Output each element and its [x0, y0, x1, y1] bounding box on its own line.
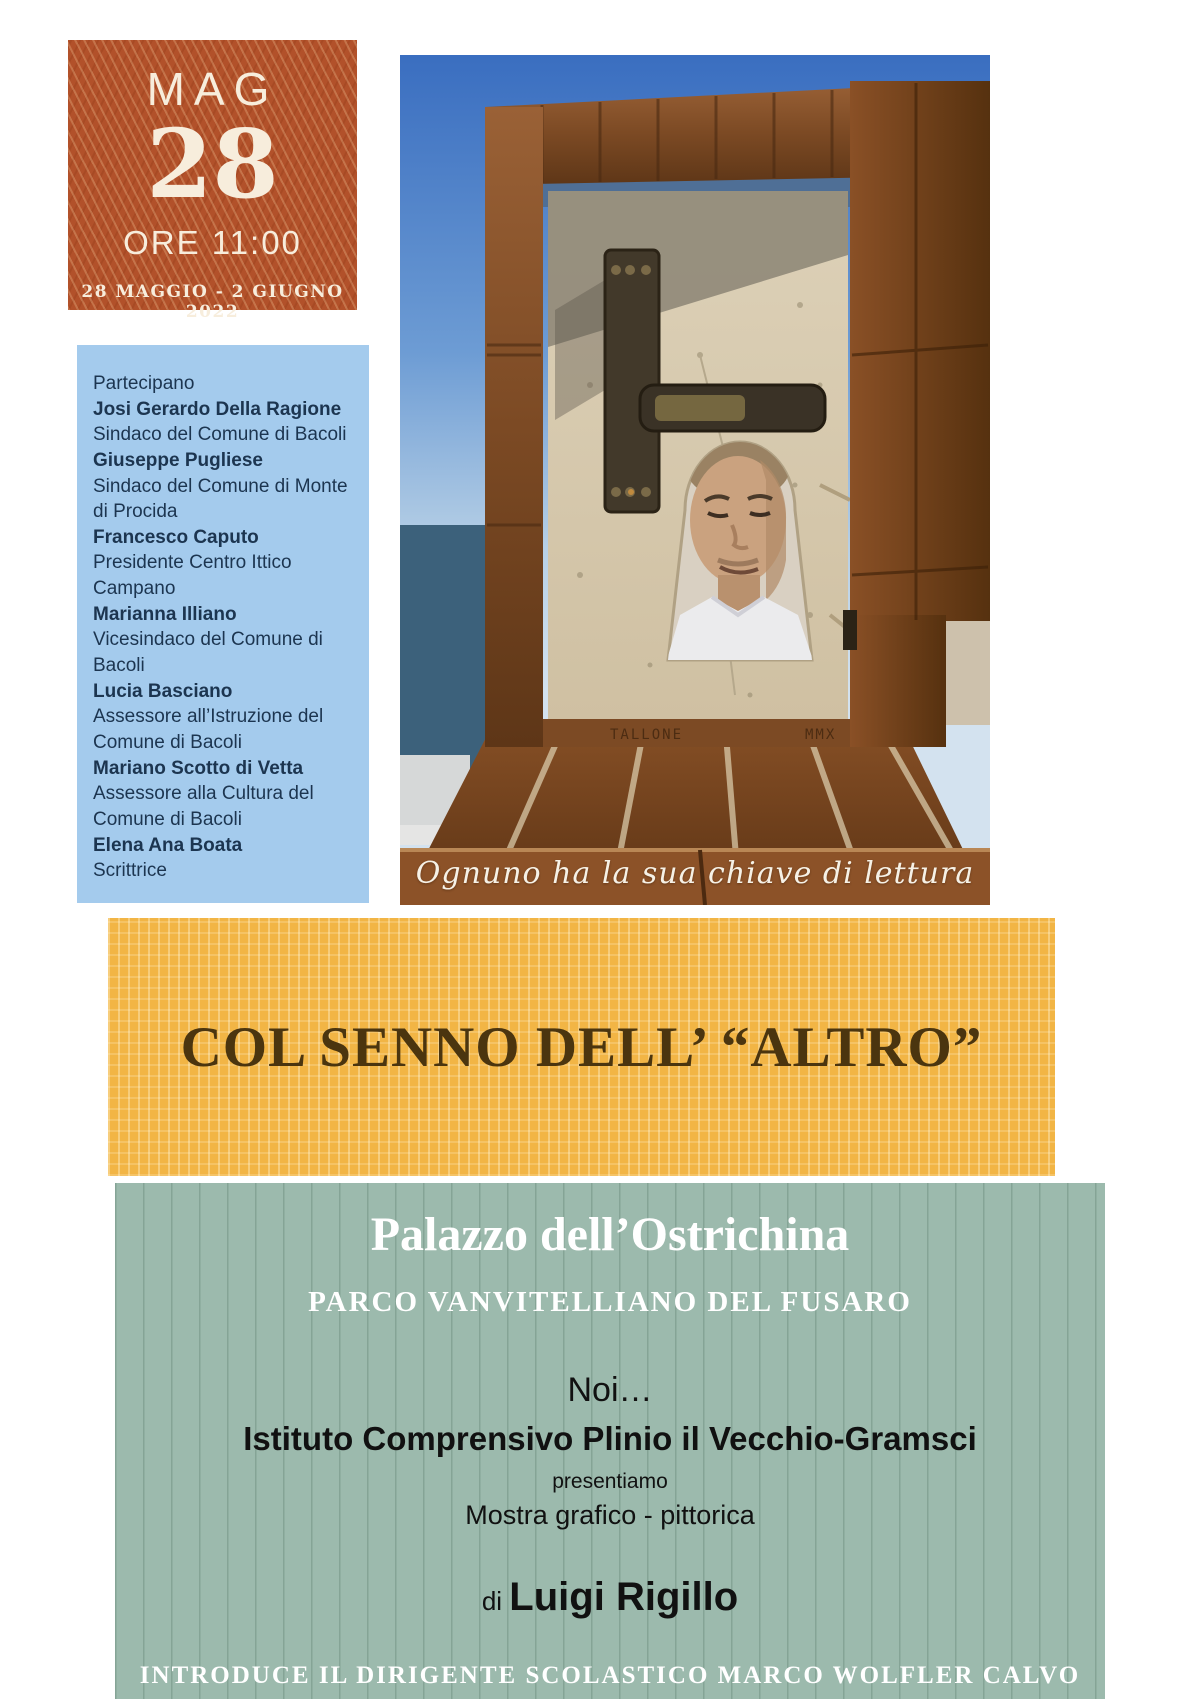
- venue-name: Palazzo dell’Ostrichina: [370, 1208, 850, 1261]
- participant-name: Elena Ana Boata: [93, 834, 243, 856]
- participant-entry: [93, 602, 359, 679]
- participant-entry: [93, 448, 359, 525]
- artist-name: Luigi Rigillo: [509, 1574, 739, 1619]
- participants-intro: Partecipano: [93, 373, 195, 394]
- venue-park: PARCO VANVITELLIANO DEL FUSARO: [308, 1285, 912, 1318]
- participant-name: Marianna Illiano: [93, 603, 237, 625]
- handle-plate: [605, 250, 659, 512]
- lever-brass-glint: [655, 395, 745, 421]
- participant-name: Lucia Basciano: [93, 680, 233, 702]
- noi-line: Noi…: [567, 1370, 653, 1409]
- school-name: Istituto Comprensivo Plinio il Vecchio-Gramsci: [243, 1419, 977, 1457]
- participant-name: Francesco Caputo: [93, 526, 259, 548]
- hinge: [843, 610, 857, 650]
- participant-entry: [93, 679, 359, 756]
- present-line: presentiamo: [552, 1469, 668, 1493]
- participants-box: [77, 345, 369, 903]
- carved-signature: TALLONE: [610, 727, 684, 743]
- participant-entry: [93, 756, 359, 833]
- participant-role: Vicesindaco del Comune di Bacoli: [93, 629, 323, 677]
- participant-name: Mariano Scotto di Vetta: [93, 757, 304, 779]
- artist-line: [115, 1575, 1105, 1620]
- date-day: 28: [146, 109, 279, 220]
- show-title: Mostra grafico - pittorica: [465, 1499, 755, 1530]
- venue-section: [115, 1183, 1105, 1699]
- photo-caption: Ognuno ha la sua chiave di lettura: [415, 856, 975, 891]
- artist-by-prefix: di: [481, 1585, 510, 1616]
- participant-role: Scrittrice: [93, 860, 167, 882]
- event-date-range: 28 MAGGIO - 2 GIUGNO 2022: [81, 282, 344, 323]
- participant-role: Sindaco del Comune di Bacoli: [93, 424, 347, 446]
- exhibition-title: COL SENNO DELL’ “ALTRO”: [180, 1015, 983, 1079]
- participant-role: Presidente Centro Ittico Campano: [93, 552, 292, 600]
- participant-role: Assessore all’Istruzione del Comune di Bacoli: [93, 706, 324, 753]
- title-banner: [108, 918, 1055, 1176]
- participant-entry: [93, 833, 359, 884]
- participant-name: Josi Gerardo Della Ragione: [93, 398, 342, 420]
- participant-entry: [93, 525, 359, 602]
- date-box: [68, 40, 357, 323]
- participant-name: Giuseppe Pugliese: [93, 449, 263, 471]
- participant-role: Sindaco del Comune di Monte di Procida: [93, 475, 348, 523]
- participant-role: Assessore alla Cultura del Comune di Bacoli: [93, 783, 314, 830]
- introducer-line: INTRODUCE IL DIRIGENTE SCOLASTICO MARCO WOLFLER CALVO: [139, 1661, 1081, 1689]
- participant-entry: [93, 397, 359, 448]
- carved-year: MMX: [805, 727, 837, 743]
- event-photo: [400, 55, 990, 905]
- date-month: MAG: [146, 63, 279, 115]
- event-time: ORE 11:00: [123, 224, 302, 262]
- right-eye: [750, 513, 770, 515]
- keyhole-sculpture-illustration: [400, 55, 990, 905]
